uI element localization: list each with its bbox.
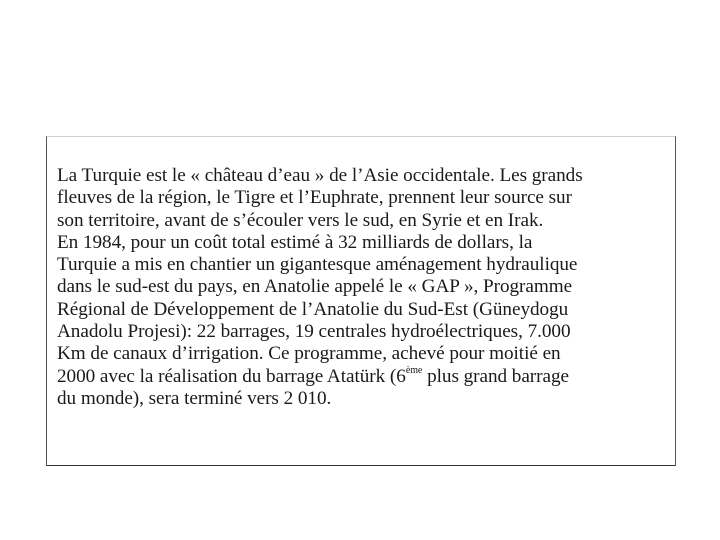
text-line-7: Régional de Développement de l’Anatolie du Sud-Est (Güneydogu [57, 298, 569, 320]
text-line-5: Turquie a mis en chantier un gigantesque aménagement hydraulique [57, 254, 578, 276]
text-line-9: Km de canaux d’irrigation. Ce programme, achevé pour moitié en [57, 343, 561, 365]
text-line-10 [57, 366, 669, 388]
text-line-6: dans le sud-est du pays, en Anatolie appelé le « GAP », Programme [57, 276, 573, 298]
text-line-3: son territoire, avant de s’écouler vers le sud, en Syrie et en Irak. [57, 209, 544, 231]
text-line-1: La Turquie est le « château d’eau » de l’Asie occidentale. Les grands [57, 165, 583, 186]
text-box-frame [46, 136, 676, 466]
document-paragraph [57, 165, 669, 410]
ordinal-superscript: ème [405, 365, 423, 377]
text-line-8: Anadolu Projesi): 22 barrages, 19 centrales hydroélectriques, 7.000 [57, 321, 571, 343]
text-line-2: fleuves de la région, le Tigre et l’Euphrate, prennent leur source sur [57, 187, 572, 209]
text-line-10-end: plus grand barrage [422, 365, 569, 387]
text-line-11: du monde), sera terminé vers 2 010. [57, 387, 332, 409]
text-line-10-start: 2000 avec la réalisation du barrage Atatürk (6 [57, 365, 406, 387]
text-line-4: En 1984, pour un coût total estimé à 32 milliards de dollars, la [57, 231, 533, 253]
